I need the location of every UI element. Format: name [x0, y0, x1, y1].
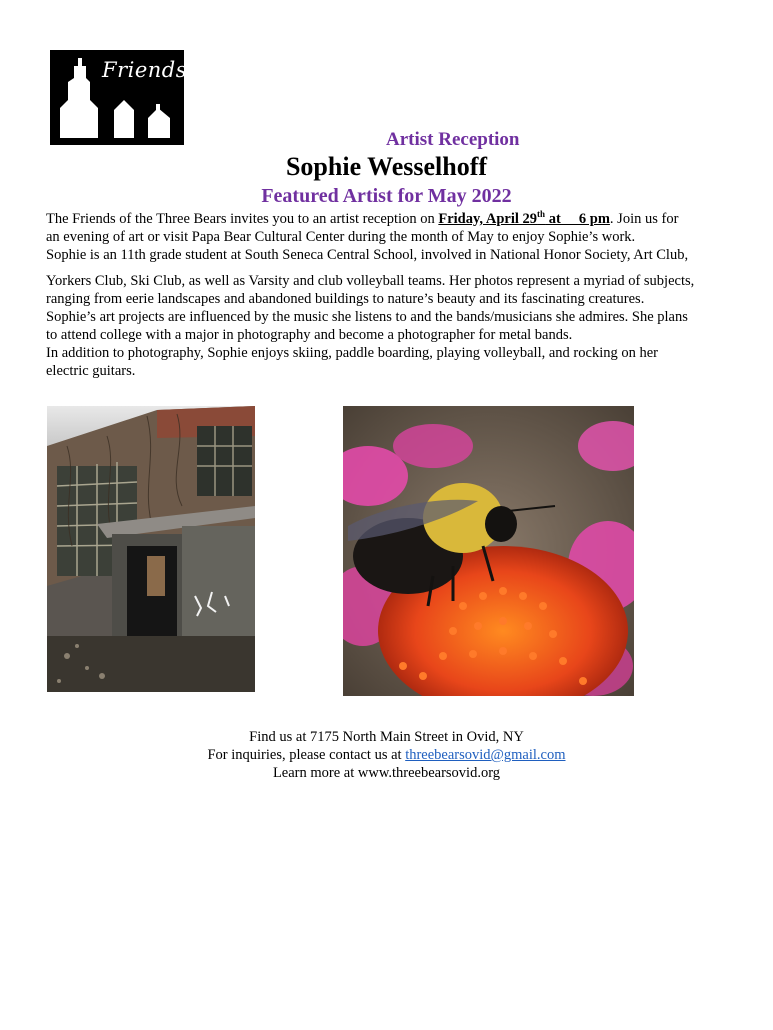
email-link[interactable]: threebearsovid@gmail.com	[405, 747, 566, 763]
intro-line-2: an evening of art or visit Papa Bear Cultural Center during the month of May to enjoy Sophie’s work.	[46, 229, 636, 245]
intro-line-1: The Friends of the Three Bears invites you to an artist reception on Friday, April 29th at 6 pm. Join us for	[46, 209, 679, 227]
bee-on-flower-photo	[343, 406, 634, 696]
artist-name: Sophie Wesselhoff	[285, 152, 488, 181]
footer-contact: For inquiries, please contact us at threebearsovid@gmail.com	[207, 747, 566, 763]
bio-line-3: ranging from eerie landscapes and abandoned buildings to nature’s beauty and its fascinating creatures.	[46, 291, 645, 307]
logo-text: Friends	[102, 58, 187, 82]
bio-line-7: electric guitars.	[46, 363, 136, 379]
featured-heading: Featured Artist for May 2022	[261, 185, 512, 207]
footer-address: Find us at 7175 North Main Street in Ovid, NY	[249, 729, 524, 745]
reception-date: Friday, April 29th at 6 pm	[438, 209, 610, 227]
bio-line-6: In addition to photography, Sophie enjoys skiing, paddle boarding, playing volleyball, and rocking on her	[46, 345, 658, 361]
footer-website: Learn more at www.threebearsovid.org	[272, 765, 501, 781]
bio-line-1: Sophie is an 11th grade student at South Seneca Central School, involved in National Honor Society, Art Club,	[46, 247, 689, 263]
bio-line-5: to attend college with a major in photography and become a photographer for metal bands.	[46, 327, 573, 343]
bio-line-4: Sophie’s art projects are influenced by the music she listens to and the bands/musicians she admires. She plans	[46, 309, 688, 325]
abandoned-building-photo	[47, 406, 255, 692]
bio-line-2: Yorkers Club, Ski Club, as well as Varsity and club volleyball teams. Her photos represent a myriad of subjects,	[46, 273, 695, 289]
reception-heading: Artist Reception	[386, 129, 520, 150]
friends-logo	[50, 50, 187, 145]
